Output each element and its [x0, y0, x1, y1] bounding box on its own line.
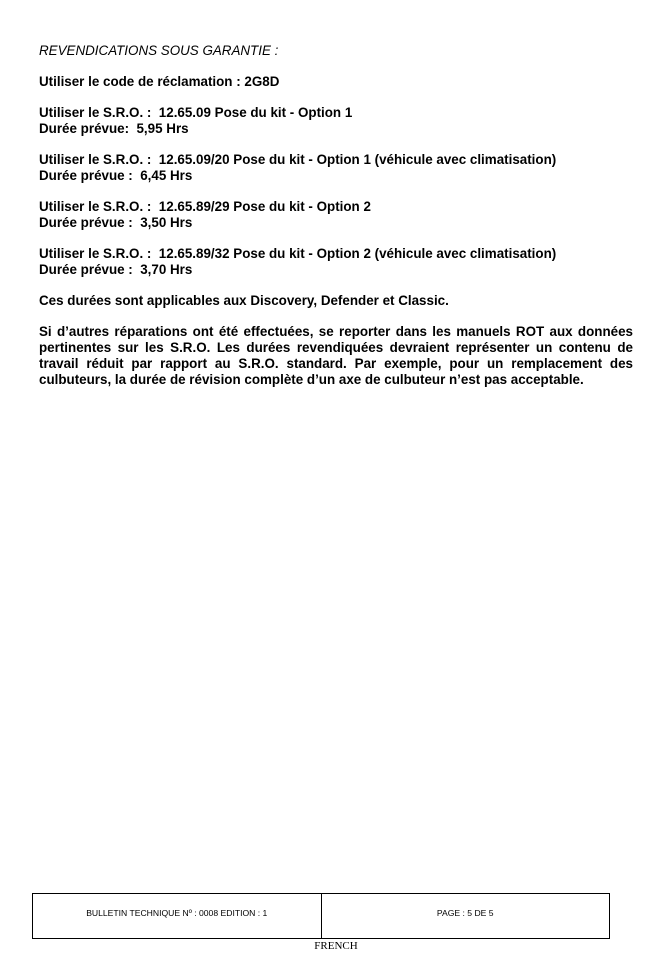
sro-block-4 [39, 246, 633, 278]
language-label: FRENCH [314, 940, 358, 952]
claim-code-line: Utiliser le code de réclamation : 2G8D [39, 74, 280, 89]
sro-line: Utiliser le S.R.O. : 12.65.89/32 Pose du kit - Option 2 (véhicule avec climatisation) [39, 246, 557, 261]
sro-line: Utiliser le S.R.O. : 12.65.89/29 Pose du kit - Option 2 [39, 199, 371, 214]
document-body [39, 43, 633, 388]
duration-line: Durée prévue : 3,70 Hrs [39, 262, 193, 277]
bulletin-number-cell: BULLETIN TECHNIQUE Nº : 0008 EDITION : 1 [33, 894, 322, 938]
footer-table [32, 893, 610, 939]
sro-line: Utiliser le S.R.O. : 12.65.09/20 Pose du kit - Option 1 (véhicule avec climatisation) [39, 152, 557, 167]
sro-block-3 [39, 199, 633, 231]
sro-line: Utiliser le S.R.O. : 12.65.09 Pose du kit - Option 1 [39, 105, 353, 120]
warranty-heading: REVENDICATIONS SOUS GARANTIE : [39, 43, 279, 58]
applicability-line: Ces durées sont applicables aux Discovery, Defender et Classic. [39, 293, 449, 308]
duration-line: Durée prévue : 6,45 Hrs [39, 168, 193, 183]
page-number-cell: PAGE : 5 DE 5 [436, 908, 494, 918]
repair-note-paragraph: Si d’autres réparations ont été effectuées, se reporter dans les manuels ROT aux données pertinentes sur les S.R.O. Les durées revendiquées devraient représenter un contenu de travail réduit par rapport au S.R.O. standard. Par exemple, pour un remplacement des culbuteurs, la durée de révision complète d’un axe de culbuteur n’est pas acceptable. [39, 324, 633, 387]
sro-block-2 [39, 152, 633, 184]
sro-block-1 [39, 105, 633, 137]
duration-line: Durée prévue : 3,50 Hrs [39, 215, 193, 230]
duration-line: Durée prévue: 5,95 Hrs [39, 121, 189, 136]
